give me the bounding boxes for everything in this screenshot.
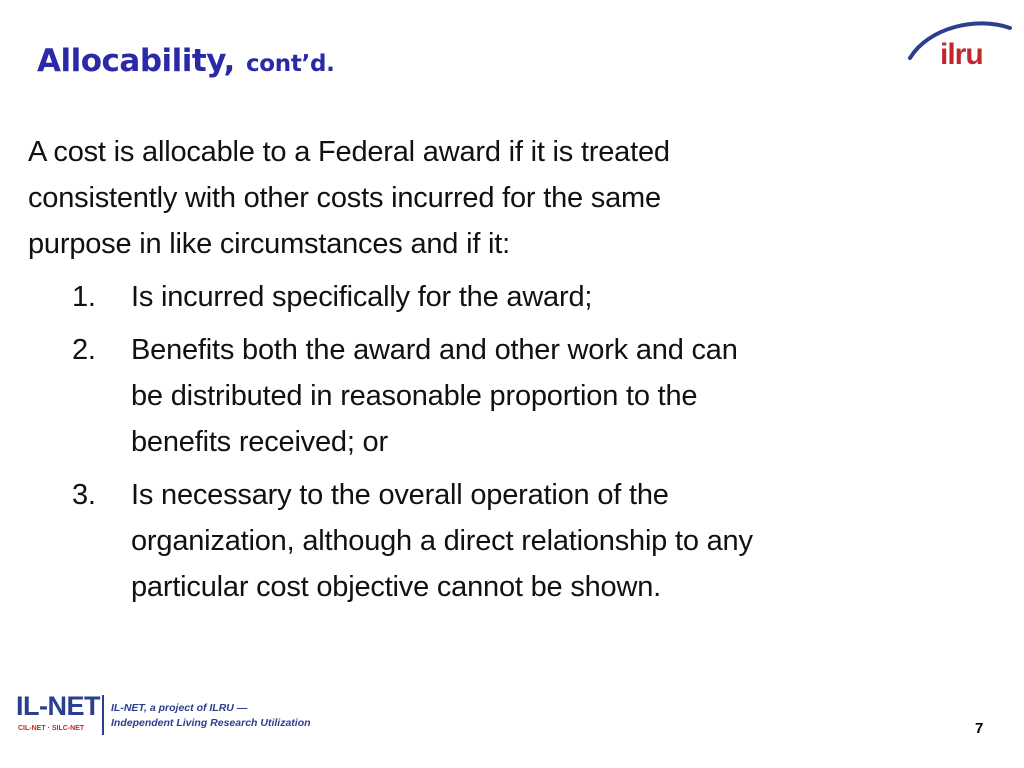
intro-line: A cost is allocable to a Federal award if it is treated bbox=[28, 136, 670, 168]
footer-il-net-logo bbox=[16, 693, 336, 741]
il-net-logo-subtext: CIL-NET · SILC-NET bbox=[18, 725, 85, 732]
list-item bbox=[28, 274, 988, 320]
list-item-text: benefits received; or bbox=[131, 426, 388, 458]
slide-body bbox=[28, 129, 988, 610]
list-item-text: particular cost objective cannot be shown. bbox=[131, 571, 662, 603]
list-item-text: Benefits both the award and other work and can bbox=[131, 334, 738, 366]
footer-tagline bbox=[111, 701, 311, 731]
list-item-number: 1. bbox=[72, 281, 96, 313]
list-item-text: organization, although a direct relationship to any bbox=[131, 525, 753, 557]
list-item-number: 2. bbox=[72, 334, 96, 366]
intro-paragraph bbox=[28, 129, 988, 267]
list-item bbox=[28, 327, 988, 465]
title-sub: cont’d. bbox=[245, 51, 335, 77]
il-net-logo-text: IL-NET bbox=[16, 691, 100, 721]
title-main: Allocability, bbox=[37, 43, 235, 79]
list-item-text: Is incurred specifically for the award; bbox=[131, 281, 593, 313]
list-item-text: be distributed in reasonable proportion to the bbox=[131, 380, 698, 412]
list-item-text: Is necessary to the overall operation of the bbox=[131, 479, 669, 511]
footer-tagline-line: Independent Living Research Utilization bbox=[111, 717, 311, 729]
footer-tagline-line: IL-NET, a project of ILRU — bbox=[111, 702, 248, 714]
ilru-logo bbox=[906, 14, 1014, 70]
footer-divider bbox=[102, 695, 104, 735]
page-number: 7 bbox=[975, 720, 984, 737]
list-item-number: 3. bbox=[72, 479, 96, 511]
slide-title bbox=[37, 44, 335, 77]
list-item bbox=[28, 472, 988, 610]
intro-line: purpose in like circumstances and if it: bbox=[28, 228, 510, 260]
ilru-logo-text: ilru bbox=[940, 38, 983, 70]
intro-line: consistently with other costs incurred for the same bbox=[28, 182, 661, 214]
